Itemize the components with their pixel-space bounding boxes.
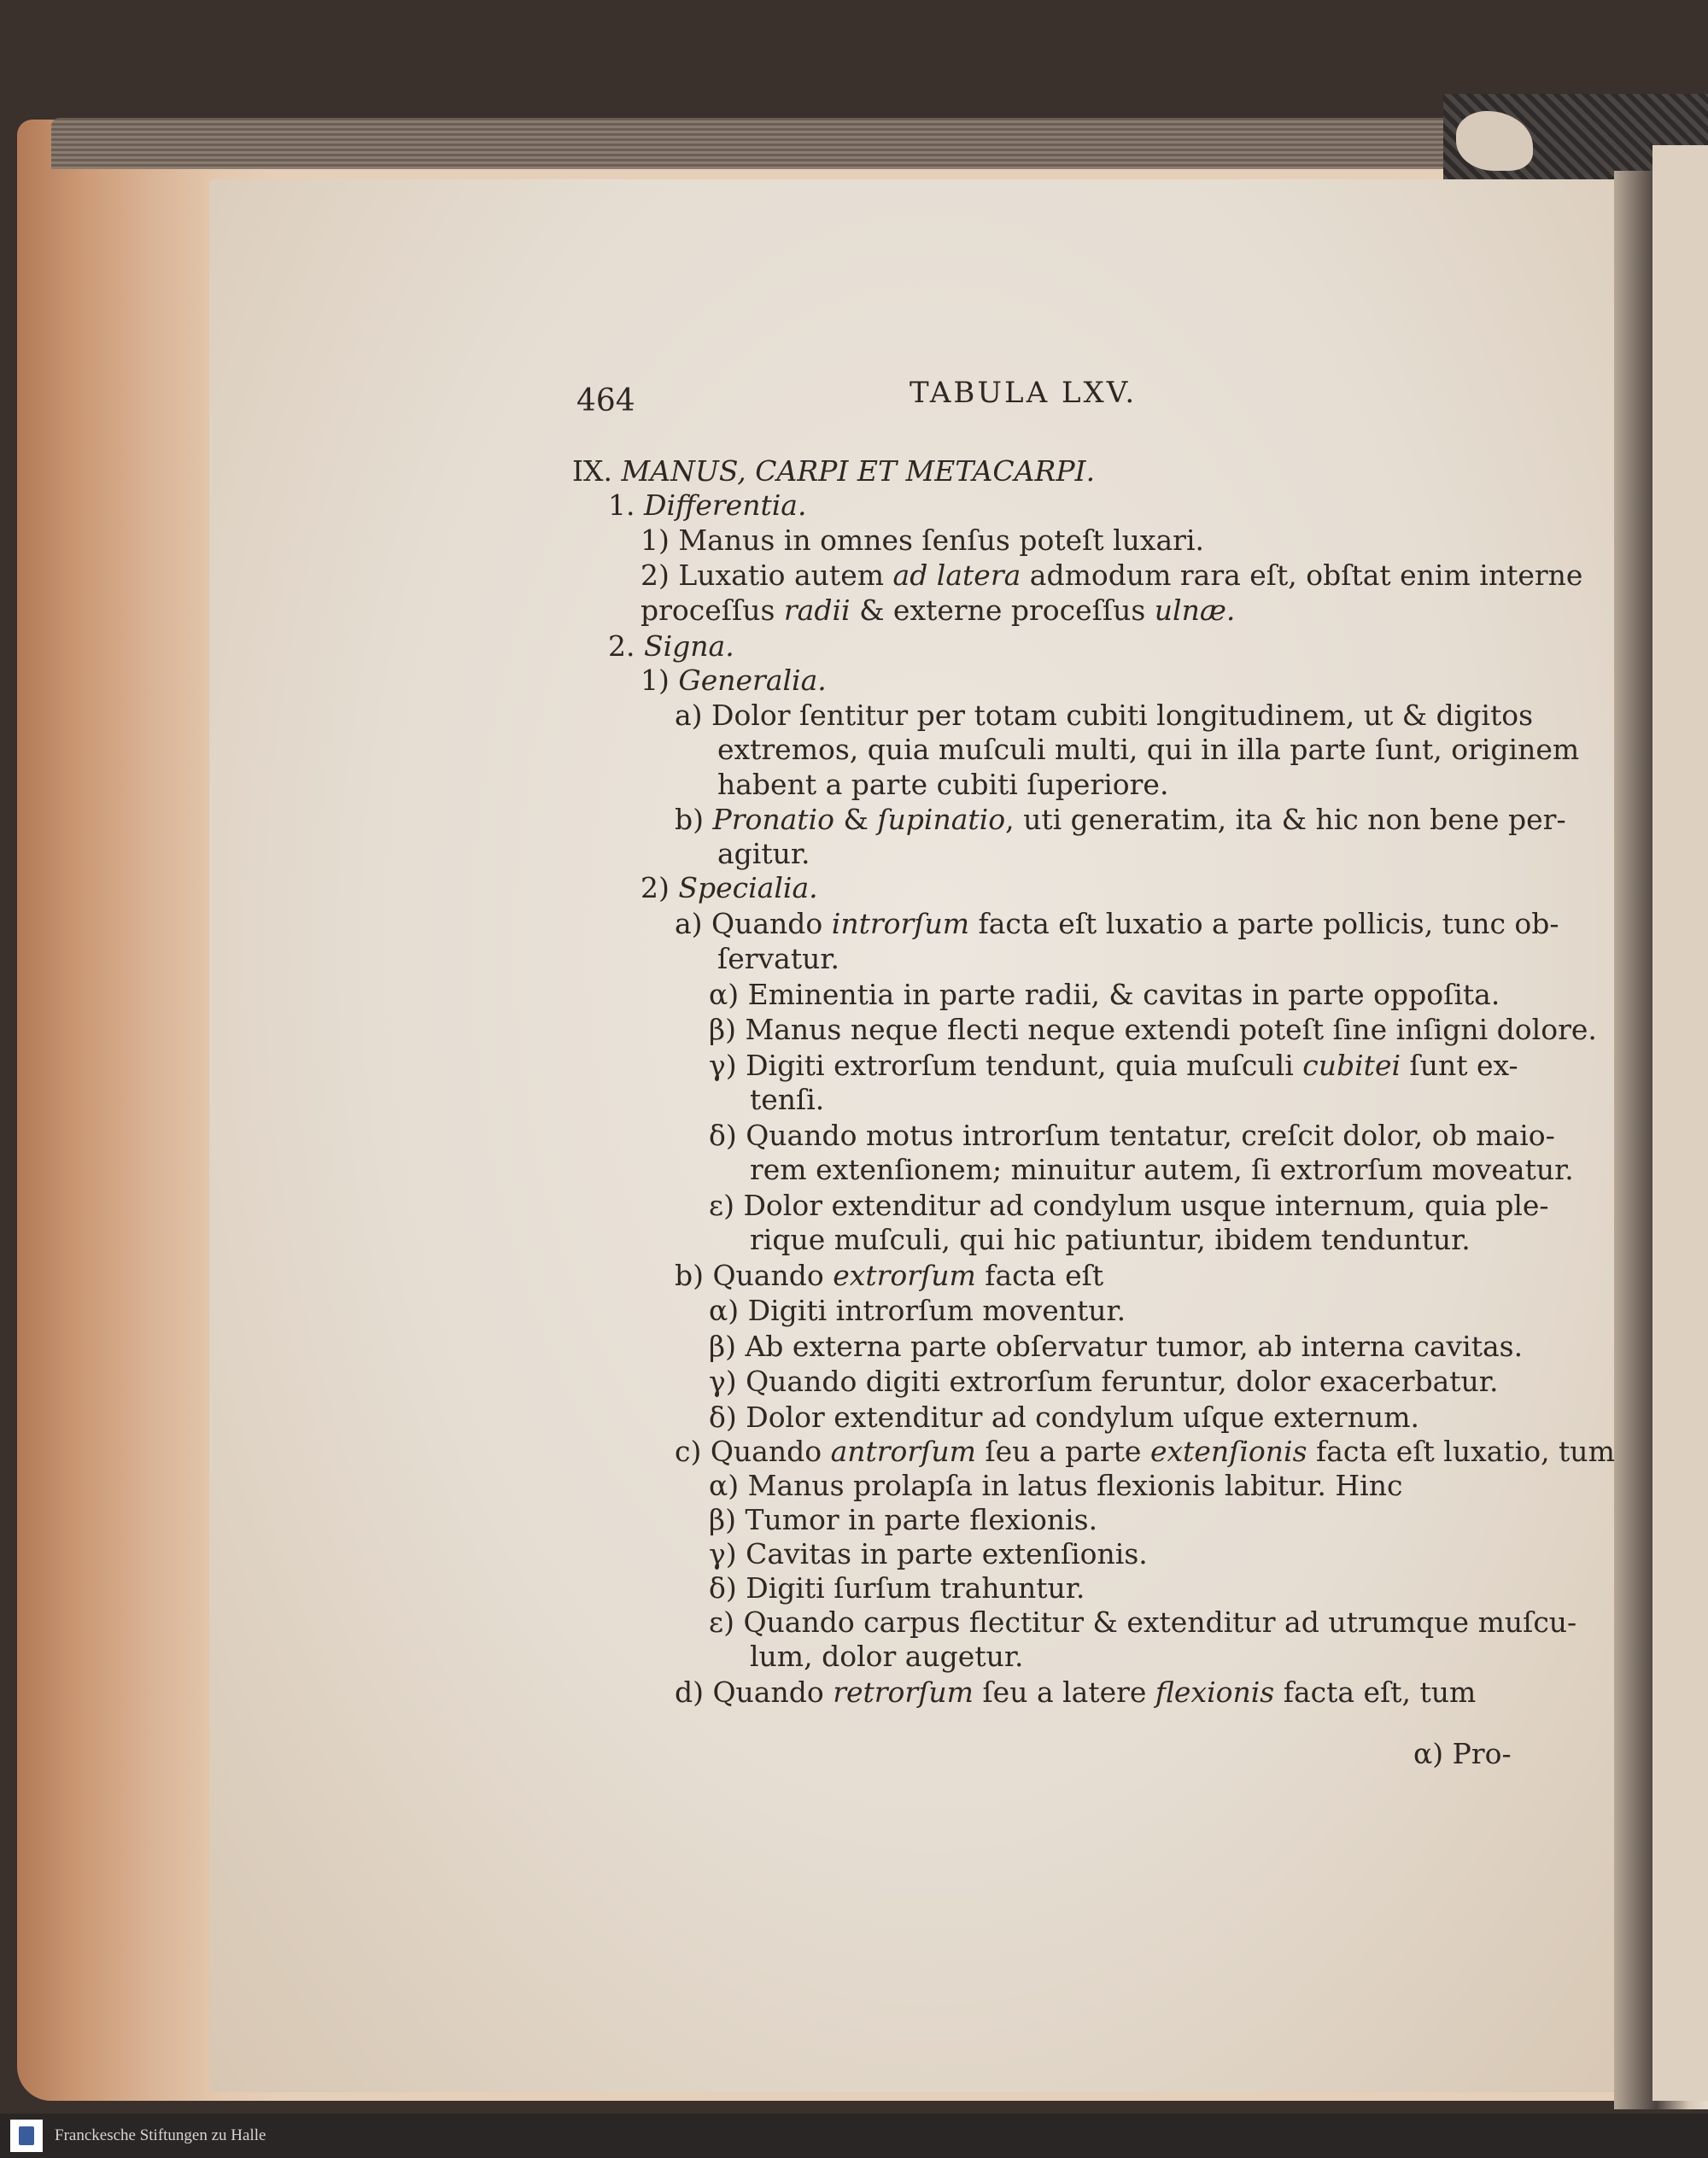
text-line: [709, 1503, 1097, 1537]
line-segment: Quando: [710, 1435, 831, 1468]
line-segment: Quando: [711, 907, 832, 940]
line-marker: IX.: [572, 454, 622, 488]
line-segment: Dolor ſentitur per totam cubiti longitudinem, ut & digitos: [711, 699, 1534, 732]
line-segment: retrorſum: [833, 1676, 974, 1709]
text-line: [572, 454, 1095, 488]
text-line: [709, 1571, 1085, 1605]
line-segment: Quando: [712, 1676, 834, 1709]
catchword: α) Pro-: [1413, 1737, 1512, 1770]
text-line: [675, 1435, 1615, 1469]
text-line: [640, 559, 1582, 593]
footer-text: Franckesche Stiftungen zu Halle: [55, 2126, 266, 2144]
text-line: [709, 978, 1500, 1012]
line-segment: antrorſum: [830, 1435, 976, 1468]
line-segment: ſeu a parte: [975, 1435, 1150, 1468]
text-line: [608, 629, 734, 664]
line-segment: Ab externa parte obſervatur tumor, ab interna cavitas.: [745, 1330, 1524, 1363]
line-marker: α): [709, 978, 748, 1011]
text-line: [675, 1259, 1103, 1293]
line-segment: radii: [783, 594, 851, 627]
line-marker: δ): [709, 1119, 746, 1152]
text-line: [750, 1223, 1471, 1257]
text-line: [608, 488, 806, 523]
line-segment: ſervatur.: [717, 942, 839, 975]
line-segment: Manus in omnes ſenſus poteſt luxari.: [678, 523, 1204, 557]
line-marker: 1): [640, 523, 679, 557]
text-line: [675, 803, 1566, 837]
text-line: [717, 837, 810, 871]
line-segment: Tumor in parte flexionis.: [745, 1503, 1098, 1536]
text-line: [675, 699, 1533, 733]
line-marker: b): [675, 803, 713, 836]
line-marker: 1): [640, 664, 679, 697]
line-segment: facta eſt luxatio, tum: [1307, 1435, 1615, 1468]
line-segment: extrorſum: [833, 1259, 976, 1292]
text-line: [709, 1013, 1597, 1047]
text-line: [709, 1605, 1576, 1640]
line-marker: α): [709, 1469, 748, 1502]
line-marker: d): [675, 1676, 713, 1709]
line-segment: ad latera: [892, 559, 1021, 592]
line-segment: MANUS, CARPI ET METACARPI.: [621, 454, 1096, 488]
line-segment: &: [834, 803, 878, 836]
line-segment: introrſum: [831, 907, 970, 940]
text-line: [709, 1365, 1498, 1399]
line-marker: ε): [709, 1189, 744, 1222]
line-segment: Signa.: [643, 629, 734, 663]
line-segment: Quando digiti extrorſum feruntur, dolor exacerbatur.: [746, 1365, 1499, 1398]
text-line: [640, 594, 1235, 628]
text-line: [709, 1189, 1549, 1223]
line-segment: agitur.: [717, 837, 810, 870]
text-line: [640, 523, 1204, 558]
line-segment: Luxatio autem: [678, 559, 893, 592]
line-marker: γ): [709, 1537, 746, 1570]
line-segment: rique muſculi, qui hic patiuntur, ibidem tenduntur.: [750, 1223, 1471, 1256]
line-segment: facta eſt: [975, 1259, 1104, 1292]
line-marker: c): [675, 1435, 711, 1468]
line-segment: Manus prolapſa in latus flexionis labitur. Hinc: [747, 1469, 1403, 1502]
line-segment: admodum rara eſt, obſtat enim interne: [1021, 559, 1583, 592]
line-marker: ε): [709, 1605, 744, 1639]
line-segment: Quando motus introrſum tentatur, creſcit dolor, ob maio-: [746, 1119, 1555, 1152]
line-segment: ulnæ.: [1154, 594, 1236, 627]
text-line: [675, 1676, 1476, 1710]
line-segment: Eminentia in parte radii, & cavitas in parte oppoſita.: [747, 978, 1500, 1011]
line-segment: flexionis: [1155, 1676, 1275, 1709]
text-line: [717, 768, 1168, 802]
text-line: [675, 907, 1559, 941]
line-segment: Quando carpus flectitur & extenditur ad utrumque muſcu-: [743, 1605, 1577, 1639]
line-segment: Quando: [712, 1259, 834, 1292]
line-segment: lum, dolor augetur.: [750, 1640, 1024, 1673]
line-marker: 2): [640, 559, 679, 592]
line-segment: facta eſt luxatio a parte pollicis, tunc ob-: [969, 907, 1559, 940]
text-line: [709, 1537, 1148, 1571]
line-segment: , uti generatim, ita & hic non bene per-: [1005, 803, 1566, 836]
line-marker: β): [709, 1503, 746, 1536]
text-line: [709, 1401, 1419, 1435]
line-marker: β): [709, 1330, 746, 1363]
line-segment: extremos, quia muſculi multi, qui in illa parte ſunt, originem: [717, 733, 1580, 766]
line-segment: ſeu a latere: [973, 1676, 1155, 1709]
line-segment: tenſi.: [750, 1083, 825, 1116]
line-marker: a): [675, 699, 712, 732]
line-segment: rem extenſionem; minuitur autem, ſi extrorſum moveatur.: [750, 1153, 1574, 1186]
line-segment: cubitei: [1302, 1049, 1401, 1082]
line-marker: β): [709, 1013, 746, 1046]
text-line: [709, 1119, 1555, 1153]
line-marker: 1.: [608, 488, 644, 522]
text-line: [717, 733, 1579, 767]
line-marker: δ): [709, 1571, 746, 1605]
line-segment: Digiti extrorſum tendunt, quia muſculi: [746, 1049, 1303, 1082]
line-segment: Differentia.: [643, 488, 807, 522]
line-segment: proceſſus: [640, 594, 784, 627]
line-marker: 2): [640, 871, 679, 904]
text-line: [640, 871, 818, 905]
page-number: 464: [576, 383, 635, 418]
line-marker: α): [709, 1294, 748, 1327]
text-line: [709, 1330, 1523, 1364]
text-line: [709, 1049, 1518, 1083]
text-line: [640, 664, 827, 698]
line-marker: b): [675, 1259, 713, 1292]
line-segment: Manus neque flecti neque extendi poteſt ſine inſigni dolore.: [745, 1013, 1597, 1046]
text-line: [750, 1083, 824, 1117]
line-marker: a): [675, 907, 712, 940]
line-segment: Dolor extenditur ad condylum uſque externum.: [746, 1401, 1419, 1434]
line-segment: Digiti introrſum moventur.: [747, 1294, 1126, 1327]
book-top-edge: [51, 118, 1657, 169]
text-line: [717, 942, 839, 976]
line-segment: ſupinatio: [877, 803, 1006, 836]
line-segment: habent a parte cubiti ſuperiore.: [717, 768, 1169, 801]
line-marker: γ): [709, 1365, 746, 1398]
text-line: [709, 1469, 1402, 1503]
line-segment: Generalia.: [678, 664, 827, 697]
line-segment: extenſionis: [1149, 1435, 1307, 1468]
line-marker: δ): [709, 1401, 746, 1434]
text-line: [750, 1153, 1574, 1187]
text-line: [709, 1294, 1126, 1328]
line-segment: facta eſt, tum: [1274, 1676, 1477, 1709]
line-marker: γ): [709, 1049, 746, 1082]
line-segment: Dolor extenditur ad condylum usque internum, quia ple-: [743, 1189, 1549, 1222]
line-segment: Pronatio: [712, 803, 834, 836]
line-segment: ſunt ex-: [1401, 1049, 1518, 1082]
line-segment: Specialia.: [678, 871, 818, 904]
line-marker: 2.: [608, 629, 644, 663]
line-segment: Cavitas in parte extenſionis.: [746, 1537, 1148, 1570]
running-head: TABULA LXV.: [910, 376, 1138, 410]
facing-page-edge: [1652, 145, 1708, 2101]
text-line: [750, 1640, 1024, 1674]
line-segment: & externe proceſſus: [850, 594, 1155, 627]
institution-logo-icon: [10, 2120, 43, 2152]
footer-bar: [0, 2114, 1708, 2158]
line-segment: Digiti ſurſum trahuntur.: [746, 1571, 1085, 1605]
